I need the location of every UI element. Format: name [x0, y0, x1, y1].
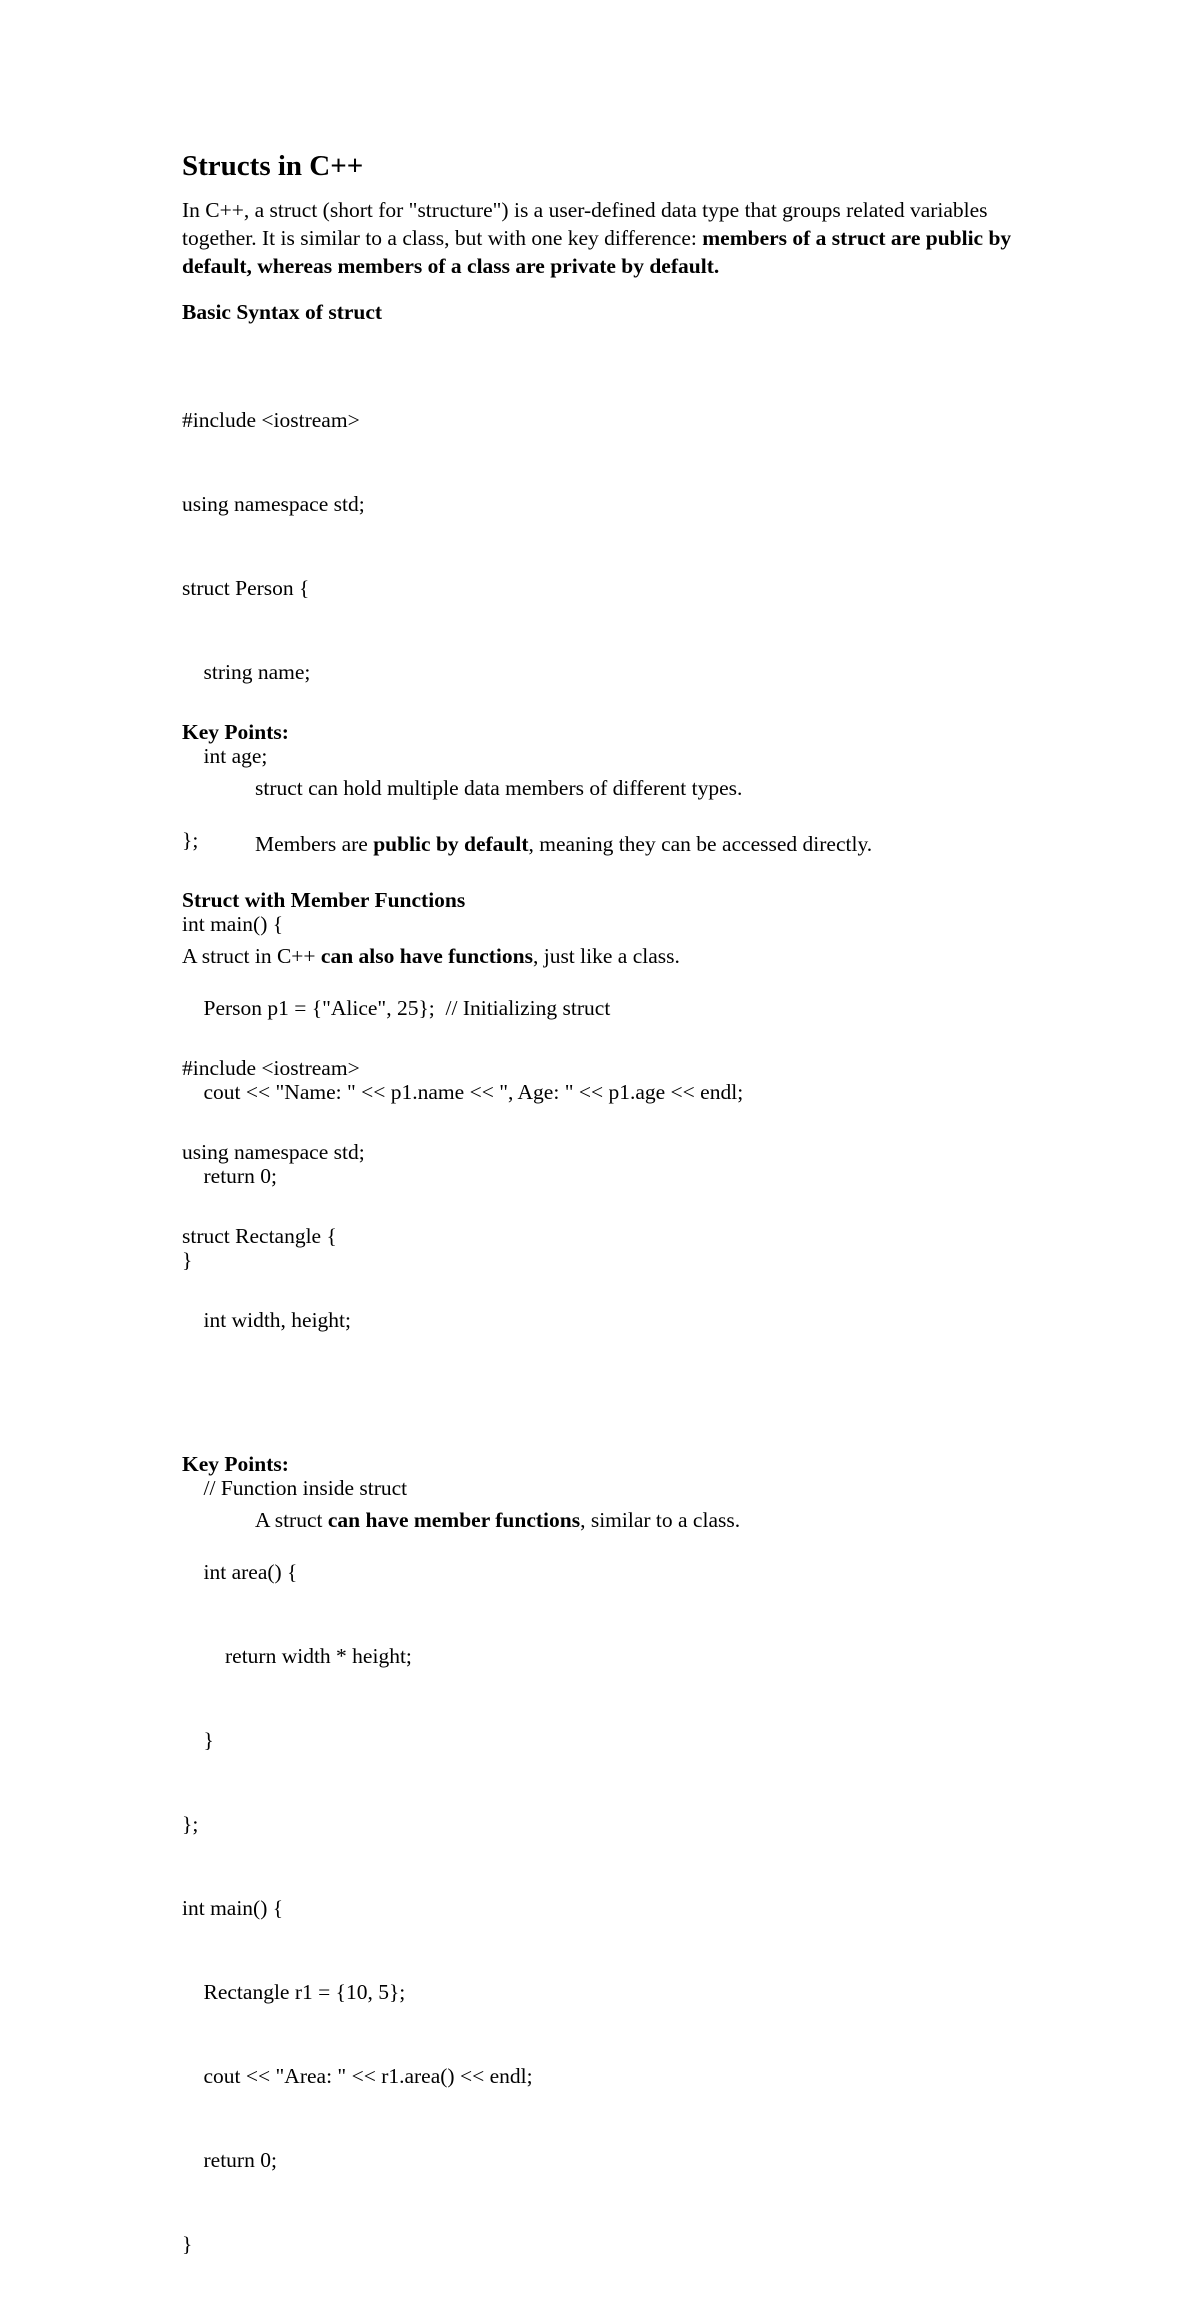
code-line: return 0;: [182, 2148, 277, 2172]
code-block-rectangle: [182, 998, 533, 2314]
intro-text: A struct in C++: [182, 944, 321, 968]
code-line: }: [182, 1248, 193, 1272]
code-line: int main() {: [182, 912, 284, 936]
key-point-item: [255, 1506, 740, 1534]
code-line: using namespace std;: [182, 1140, 365, 1164]
code-line: }: [182, 2232, 193, 2256]
section-heading-basic-syntax: Basic Syntax of struct: [182, 300, 383, 324]
code-line: cout << "Name: " << p1.name << ", Age: " << p1.age << endl;: [182, 1080, 744, 1104]
code-line: int width, height;: [182, 1308, 352, 1332]
code-line: [182, 1390, 533, 1418]
section-heading-member-functions: Struct with Member Functions: [182, 888, 466, 912]
key-point-bold: public by default: [373, 832, 529, 856]
code-line: return 0;: [182, 1164, 277, 1188]
code-line: int area() {: [182, 1560, 298, 1584]
intro-paragraph: [182, 196, 1042, 280]
code-line: cout << "Area: " << r1.area() << endl;: [182, 2064, 533, 2088]
code-line: return width * height;: [182, 1644, 412, 1668]
key-points-heading: Key Points:: [182, 720, 289, 744]
intro-text-after: , just like a class.: [532, 944, 680, 968]
page-title: Structs in C++: [182, 150, 364, 182]
intro-bold-text: can also have functions: [320, 944, 533, 968]
code-line: }: [182, 1728, 214, 1752]
key-points-heading: Key Points:: [182, 1452, 289, 1476]
intro-text: In C++, a struct (short for "structure") is a user-defined data type that groups related variables together. It is similar to a class, but with one key difference:: [182, 198, 988, 250]
code-line: int age;: [182, 744, 268, 768]
code-line: using namespace std;: [182, 492, 365, 516]
code-line: Rectangle r1 = {10, 5};: [182, 1980, 406, 2004]
member-functions-intro: [182, 942, 1042, 970]
code-line: #include <iostream>: [182, 1056, 360, 1080]
key-point-text: struct can hold multiple data members of different types.: [255, 776, 743, 800]
key-point-text-after: , meaning they can be accessed directly.: [528, 832, 873, 856]
code-line: // Function inside struct: [182, 1476, 408, 1500]
key-point-text: Members are: [255, 832, 374, 856]
code-line: struct Rectangle {: [182, 1224, 337, 1248]
key-point-item: [255, 774, 742, 802]
code-line: #include <iostream>: [182, 408, 360, 432]
code-line: };: [182, 1812, 199, 1836]
code-line: };: [182, 828, 199, 852]
key-point-text-after: , similar to a class.: [580, 1508, 741, 1532]
intro-bold-text: members of a struct are public by default, whereas members of a class are private by default.: [182, 226, 1012, 278]
code-line: string name;: [182, 660, 311, 684]
key-point-text: A struct: [255, 1508, 328, 1532]
key-point-bold: can have member functions: [327, 1508, 581, 1532]
code-line: Person p1 = {"Alice", 25}; // Initializing struct: [182, 996, 611, 1020]
code-line: int main() {: [182, 1896, 284, 1920]
key-point-item: [255, 830, 872, 858]
code-line: struct Person {: [182, 576, 310, 600]
